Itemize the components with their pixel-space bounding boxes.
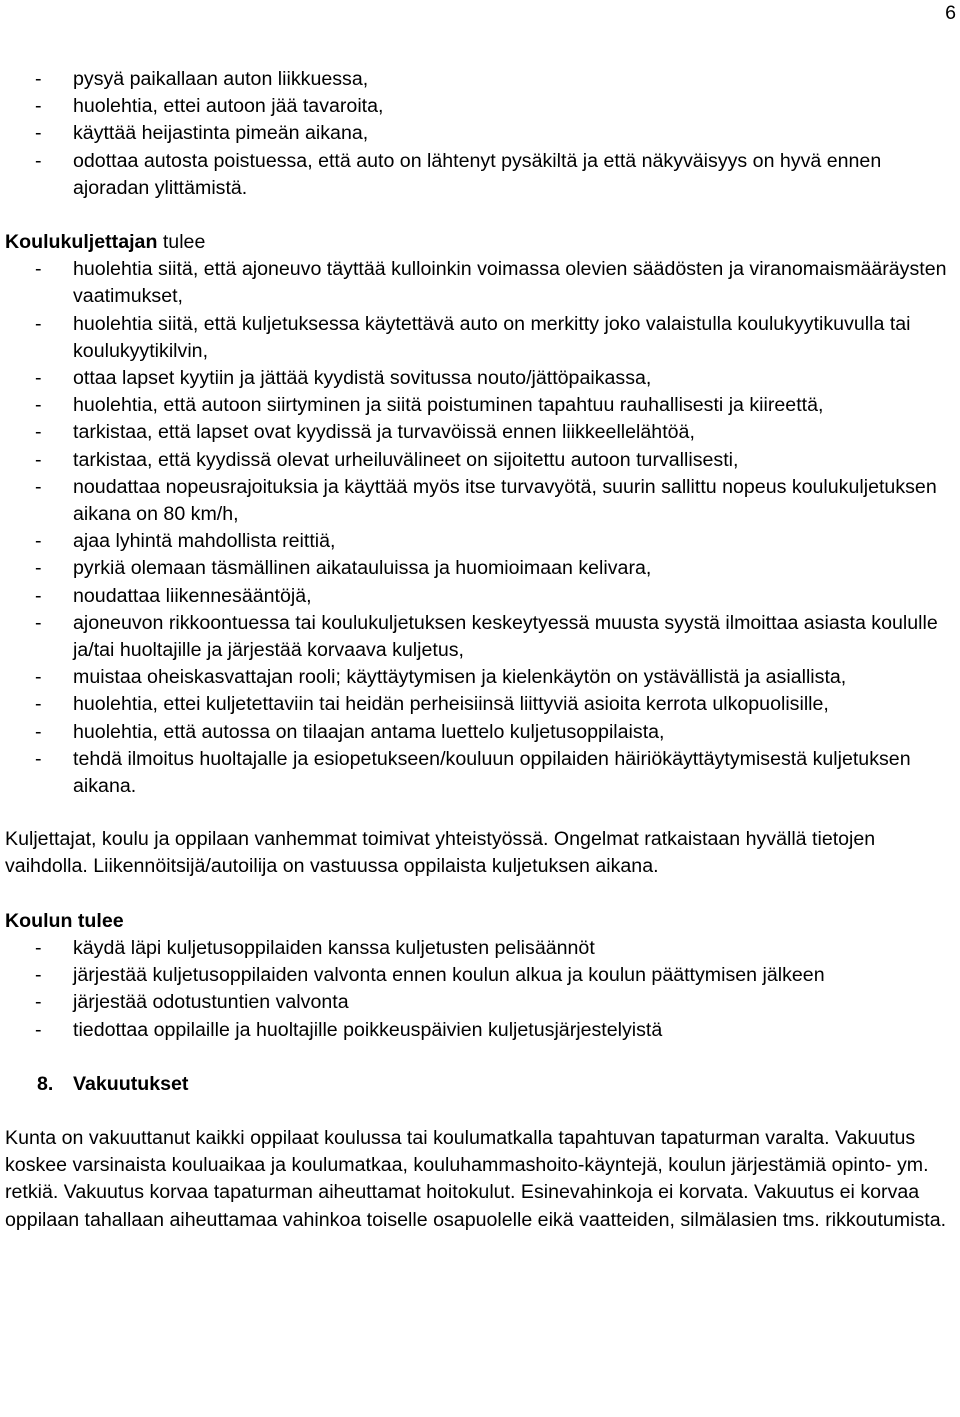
list-item-text: ajoneuvon rikkoontuessa tai koulukuljetuksen keskeytyessä muusta syystä ilmoittaa asiasta koululle ja/tai huoltajille ja järjestää korvaava kuljetus, xyxy=(73,611,938,662)
list-item xyxy=(5,447,955,474)
list-item xyxy=(5,1017,955,1044)
list-item xyxy=(5,962,955,989)
list-item-text: muistaa oheiskasvattajan rooli; käyttäytymisen ja kielenkäytön on ystävällistä ja asiallista, xyxy=(73,666,847,689)
dash-bullet: - xyxy=(35,122,42,145)
list-item xyxy=(5,419,955,446)
dash-bullet: - xyxy=(35,475,42,498)
list-item xyxy=(5,474,955,528)
list-item xyxy=(5,691,955,718)
list-item-text: tarkistaa, että kyydissä olevat urheiluvälineet on sijoitettu autoon turvallisesti, xyxy=(73,448,739,471)
driver-lead-bold: Koulukuljettajan xyxy=(5,231,158,254)
list-item xyxy=(5,610,955,664)
list-item xyxy=(5,935,955,962)
list-item-text: käyttää heijastinta pimeän aikana, xyxy=(73,122,369,145)
list-item-text: ottaa lapset kyytiin ja jättää kyydistä sovitussa nouto/jättöpaikassa, xyxy=(73,367,652,390)
list-item xyxy=(5,120,955,147)
list-item-text: huolehtia, ettei kuljetettaviin tai heidän perheisiinsä liittyviä asioita kerrota ulkopuolisille, xyxy=(73,693,829,716)
document-page xyxy=(5,66,955,1234)
dash-bullet: - xyxy=(35,557,42,580)
list-item xyxy=(5,392,955,419)
list-item xyxy=(5,719,955,746)
dash-bullet: - xyxy=(35,530,42,553)
list-item-text: huolehtia, ettei autoon jää tavaroita, xyxy=(73,95,384,118)
list-item-text: noudattaa nopeusrajoituksia ja käyttää myös itse turvavyötä, suurin sallittu nopeus koulukuljetuksen aikana on 80 km/h, xyxy=(73,475,937,526)
list-item xyxy=(5,555,955,582)
list-item-text: huolehtia, että autossa on tilaajan antama luettelo kuljetusoppilaista, xyxy=(73,720,665,743)
dash-bullet: - xyxy=(35,666,42,689)
list-item-text: noudattaa liikennesääntöjä, xyxy=(73,584,312,607)
cooperation-paragraph: Kuljettajat, koulu ja oppilaan vanhemmat toimivat yhteistyössä. Ongelmat ratkaistaan hyvällä tietojen vaihdolla. Liikennöitsijä/autoilija on vastuussa oppilaista kuljetuksen aikana. xyxy=(5,828,876,878)
list-item xyxy=(5,93,955,120)
dash-bullet: - xyxy=(35,312,42,335)
list-item xyxy=(5,311,955,365)
dash-bullet: - xyxy=(35,448,42,471)
list-item xyxy=(5,989,955,1016)
dash-bullet: - xyxy=(35,68,42,90)
dash-bullet: - xyxy=(35,258,42,281)
dash-bullet: - xyxy=(35,964,42,987)
dash-bullet: - xyxy=(35,720,42,743)
list-item-text: tarkistaa, että lapset ovat kyydissä ja turvavöissä ennen liikkeellelähtöä, xyxy=(73,421,695,444)
dash-bullet: - xyxy=(35,936,42,959)
page-number: 6 xyxy=(945,2,956,24)
list-item xyxy=(5,664,955,691)
list-item-text: järjestää odotustuntien valvonta xyxy=(73,991,349,1014)
dash-bullet: - xyxy=(35,693,42,716)
dash-bullet: - xyxy=(35,421,42,444)
list-item-text: odottaa autosta poistuessa, että auto on lähtenyt pysäkiltä ja että näkyväisyys on hyvä ennen ajoradan ylittämistä. xyxy=(73,149,882,199)
list-item xyxy=(5,148,955,202)
list-item xyxy=(5,583,955,610)
list-item xyxy=(5,746,955,800)
dash-bullet: - xyxy=(35,747,42,770)
list-item-text: pysyä paikallaan auton liikkuessa, xyxy=(73,68,369,90)
dash-bullet: - xyxy=(35,394,42,417)
school-duties-list xyxy=(5,935,955,1044)
dash-bullet: - xyxy=(35,1018,42,1041)
list-item xyxy=(5,66,955,93)
dash-bullet: - xyxy=(35,584,42,607)
driver-duties-list xyxy=(5,256,955,800)
dash-bullet: - xyxy=(35,611,42,634)
list-item-text: huolehtia siitä, että kuljetuksessa käytettävä auto on merkitty joko valaistulla koulukyytikuvulla tai koulukyytikilvin, xyxy=(73,312,911,362)
list-item xyxy=(5,256,955,310)
dash-bullet: - xyxy=(35,367,42,390)
list-item-text: huolehtia siitä, että ajoneuvo täyttää kulloinkin voimassa olevien säädösten ja viranomaismääräysten vaatimukset, xyxy=(73,258,947,308)
intro-list xyxy=(5,66,955,202)
section-title: Vakuutukset xyxy=(73,1072,189,1095)
list-item-text: huolehtia, että autoon siirtyminen ja siitä poistuminen tapahtuu rauhallisesti ja kiireettä, xyxy=(73,394,824,417)
insurance-paragraph: Kunta on vakuuttanut kaikki oppilaat koulussa tai koulumatkalla tapahtuvan tapaturman varalta. Vakuutus koskee varsinaista kouluaikaa ja koulumatkaa, kouluhammashoito-käyntejä, koulun järjestämiä opinto- ym. retkiä. Vakuutus korvaa tapaturman aiheuttamat hoitokulut. Esinevahinkoja ei korvata. Vakuutus ei korvaa oppilaan tahallaan aiheuttamaa vahinkoa toiselle osapuolelle eikä vaatteiden, silmälasien tms. rikkoutumista. xyxy=(5,1126,947,1231)
section-heading xyxy=(5,1071,955,1098)
list-item-text: tiedottaa oppilaille ja huoltajille poikkeuspäivien kuljetusjärjestelyistä xyxy=(73,1018,663,1041)
school-section-lead: Koulun tulee xyxy=(5,909,124,932)
driver-section-lead xyxy=(5,229,955,256)
list-item xyxy=(5,528,955,555)
list-item-text: käydä läpi kuljetusoppilaiden kanssa kuljetusten pelisäännöt xyxy=(73,936,595,959)
dash-bullet: - xyxy=(35,991,42,1014)
driver-lead-rest: tulee xyxy=(157,231,206,254)
section-number: 8. xyxy=(37,1072,54,1095)
list-item-text: pyrkiä olemaan täsmällinen aikatauluissa ja huomioimaan kelivara, xyxy=(73,557,652,580)
list-item-text: järjestää kuljetusoppilaiden valvonta ennen koulun alkua ja koulun päättymisen jälkeen xyxy=(73,964,825,987)
dash-bullet: - xyxy=(35,149,42,172)
dash-bullet: - xyxy=(35,95,42,118)
list-item xyxy=(5,365,955,392)
list-item-text: ajaa lyhintä mahdollista reittiä, xyxy=(73,530,336,553)
list-item-text: tehdä ilmoitus huoltajalle ja esiopetukseen/kouluun oppilaiden häiriökäyttäytymisestä kuljetuksen aikana. xyxy=(73,747,911,798)
